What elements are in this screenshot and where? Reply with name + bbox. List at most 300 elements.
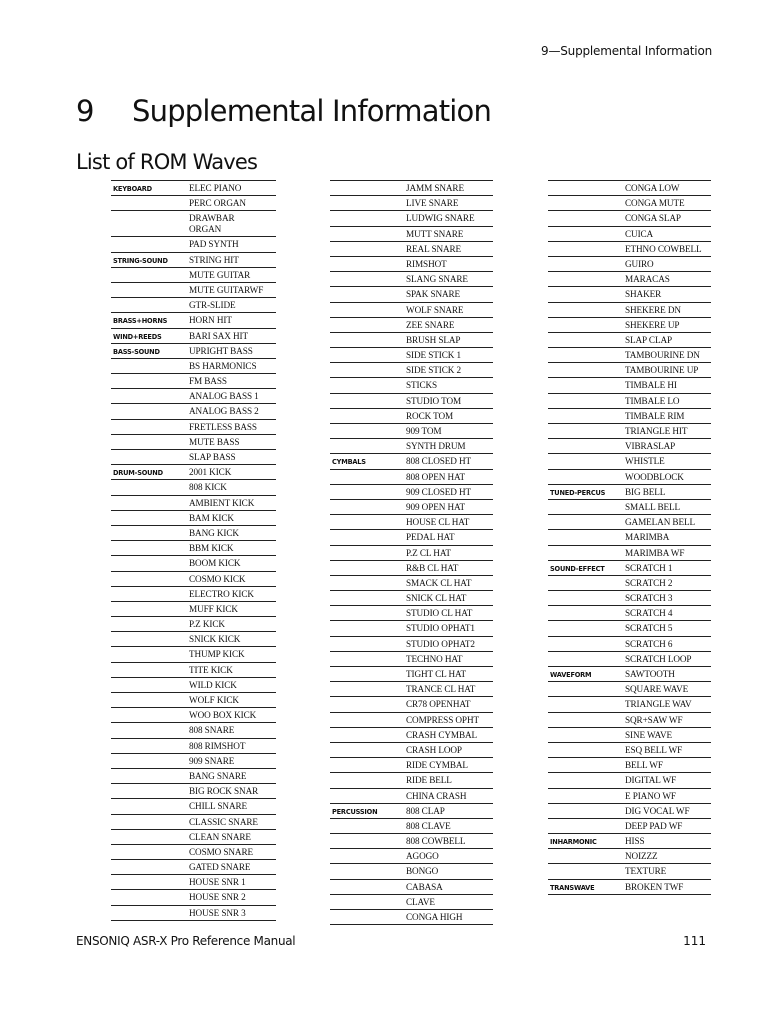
table-row (111, 617, 276, 632)
wave-category (330, 332, 404, 347)
wave-category (111, 768, 187, 783)
wave-category (548, 621, 623, 636)
wave-category (111, 480, 187, 495)
wave-name: FRETLESS BASS (187, 419, 276, 434)
wave-name: E PIANO WF (623, 788, 711, 803)
wave-category (330, 834, 404, 849)
wave-category (548, 591, 623, 606)
wave-category (548, 393, 623, 408)
wave-category (548, 606, 623, 621)
wave-name: WILD KICK (187, 677, 276, 692)
rom-wave-column-1 (111, 180, 276, 921)
footer-manual-title: ENSONIQ ASR-X Pro Reference Manual (76, 934, 296, 948)
wave-name: JAMM SNARE (404, 181, 493, 196)
wave-category (548, 803, 623, 818)
wave-name: COSMO SNARE (187, 844, 276, 859)
wave-name: SQUARE WAVE (623, 682, 711, 697)
table-row (548, 530, 711, 545)
wave-name: SCRATCH LOOP (623, 651, 711, 666)
wave-name: DIG VOCAL WF (623, 803, 711, 818)
wave-name: WHISTLE (623, 454, 711, 469)
wave-name: COSMO KICK (187, 571, 276, 586)
wave-name: CHINA CRASH (404, 788, 493, 803)
table-row (330, 393, 493, 408)
table-row (330, 211, 493, 226)
wave-name: CHILL SNARE (187, 799, 276, 814)
wave-category (111, 541, 187, 556)
table-row (330, 454, 493, 469)
wave-category (111, 419, 187, 434)
table-row (548, 803, 711, 818)
wave-category (548, 241, 623, 256)
wave-name: WOLF KICK (187, 693, 276, 708)
table-row (548, 196, 711, 211)
table-row (111, 738, 276, 753)
wave-category (330, 910, 404, 925)
wave-category (111, 267, 187, 282)
table-row (330, 424, 493, 439)
wave-name: TRIANGLE HIT (623, 424, 711, 439)
wave-name: HOUSE SNR 3 (187, 905, 276, 920)
table-row (330, 682, 493, 697)
table-row (330, 439, 493, 454)
wave-category (548, 272, 623, 287)
table-row (111, 374, 276, 389)
table-row (330, 910, 493, 925)
wave-category (111, 723, 187, 738)
table-row (111, 723, 276, 738)
table-row (548, 606, 711, 621)
table-row (548, 758, 711, 773)
wave-category (548, 636, 623, 651)
wave-category (548, 712, 623, 727)
wave-category (548, 211, 623, 226)
wave-category (330, 788, 404, 803)
table-row (548, 621, 711, 636)
table-row (548, 560, 711, 575)
wave-name: 909 TOM (404, 424, 493, 439)
table-row (330, 621, 493, 636)
table-row (548, 636, 711, 651)
wave-category (111, 814, 187, 829)
wave-name: HOUSE SNR 1 (187, 875, 276, 890)
wave-category (330, 484, 404, 499)
wave-category (111, 237, 187, 252)
table-row (111, 404, 276, 419)
table-row (111, 875, 276, 890)
wave-name: BARI SAX HIT (187, 328, 276, 343)
table-row (111, 510, 276, 525)
wave-name: CONGA LOW (623, 181, 711, 196)
table-row (111, 237, 276, 252)
wave-name: SCRATCH 6 (623, 636, 711, 651)
table-row (111, 181, 276, 196)
wave-name: SMALL BELL (623, 499, 711, 514)
table-row (548, 515, 711, 530)
wave-name: P.Z CL HAT (404, 545, 493, 560)
table-row (330, 788, 493, 803)
wave-name: TEXTURE (623, 864, 711, 879)
table-row (548, 287, 711, 302)
wave-name: BOOM KICK (187, 556, 276, 571)
wave-category (111, 844, 187, 859)
chapter-title: Supplemental Information (132, 94, 492, 128)
wave-category (330, 773, 404, 788)
wave-name: CABASA (404, 879, 493, 894)
table-row (111, 196, 276, 211)
wave-category (111, 693, 187, 708)
table-row (548, 788, 711, 803)
wave-name: ELECTRO KICK (187, 586, 276, 601)
wave-category (330, 515, 404, 530)
table-row (330, 332, 493, 347)
wave-name: 2001 KICK (187, 465, 276, 480)
wave-category (548, 348, 623, 363)
wave-name: MUTE BASS (187, 434, 276, 449)
wave-name: MUTT SNARE (404, 226, 493, 241)
wave-name: SCRATCH 5 (623, 621, 711, 636)
wave-name: MARIMBA (623, 530, 711, 545)
wave-name: CUICA (623, 226, 711, 241)
wave-name: ZEE SNARE (404, 317, 493, 332)
wave-name: 808 KICK (187, 480, 276, 495)
table-row (330, 849, 493, 864)
table-row (330, 818, 493, 833)
table-row (111, 211, 276, 237)
wave-category (548, 864, 623, 879)
wave-name: ETHNO COWBELL (623, 241, 711, 256)
wave-name: SHEKERE UP (623, 317, 711, 332)
table-row (111, 252, 276, 267)
wave-category (111, 708, 187, 723)
wave-category (548, 256, 623, 271)
wave-category (330, 606, 404, 621)
wave-category (330, 894, 404, 909)
table-row (111, 784, 276, 799)
table-row (548, 712, 711, 727)
wave-category (111, 196, 187, 211)
table-row (548, 241, 711, 256)
wave-name: TAMBOURINE DN (623, 348, 711, 363)
table-row (548, 591, 711, 606)
wave-name: SCRATCH 4 (623, 606, 711, 621)
table-row (330, 515, 493, 530)
table-row (548, 773, 711, 788)
table-row (548, 348, 711, 363)
wave-name: 808 CLOSED HT (404, 454, 493, 469)
wave-name: ANALOG BASS 2 (187, 404, 276, 419)
wave-name: STUDIO OPHAT2 (404, 636, 493, 651)
wave-category: BRASS+HORNS (111, 313, 187, 328)
table-row (330, 575, 493, 590)
section-title: List of ROM Waves (76, 150, 258, 174)
wave-name: DRAWBAR ORGAN (187, 211, 276, 237)
table-row (111, 799, 276, 814)
wave-name: SINE WAVE (623, 727, 711, 742)
wave-name: GTR-SLIDE (187, 298, 276, 313)
wave-category (548, 317, 623, 332)
wave-name: TAMBOURINE UP (623, 363, 711, 378)
table-row (548, 454, 711, 469)
wave-category (330, 287, 404, 302)
table-row (330, 712, 493, 727)
wave-category (548, 575, 623, 590)
table-row (111, 829, 276, 844)
table-row (330, 378, 493, 393)
table-row (330, 181, 493, 196)
wave-category (111, 799, 187, 814)
wave-category (330, 196, 404, 211)
table-row (111, 282, 276, 297)
table-row (330, 226, 493, 241)
wave-name: RIDE BELL (404, 773, 493, 788)
wave-category (111, 404, 187, 419)
table-row (548, 226, 711, 241)
wave-name: MARACAS (623, 272, 711, 287)
wave-name: MUFF KICK (187, 601, 276, 616)
table-row (330, 302, 493, 317)
wave-category (548, 378, 623, 393)
wave-name: SPAK SNARE (404, 287, 493, 302)
wave-category (548, 773, 623, 788)
wave-category (548, 181, 623, 196)
wave-name: TRANCE CL HAT (404, 682, 493, 697)
wave-category (330, 651, 404, 666)
chapter-number: 9 (76, 94, 94, 128)
wave-name: MARIMBA WF (623, 545, 711, 560)
wave-category (330, 758, 404, 773)
wave-name: STUDIO OPHAT1 (404, 621, 493, 636)
wave-name: LIVE SNARE (404, 196, 493, 211)
wave-category (111, 510, 187, 525)
table-row (548, 864, 711, 879)
wave-name: HOUSE SNR 2 (187, 890, 276, 905)
wave-category (330, 682, 404, 697)
table-row (330, 196, 493, 211)
table-row (330, 591, 493, 606)
wave-category: SOUND-EFFECT (548, 560, 623, 575)
table-row (330, 348, 493, 363)
wave-category (111, 829, 187, 844)
table-row (111, 450, 276, 465)
wave-category (548, 682, 623, 697)
wave-name: PERC ORGAN (187, 196, 276, 211)
table-row (330, 727, 493, 742)
wave-name: 909 SNARE (187, 753, 276, 768)
table-row (330, 864, 493, 879)
table-row (111, 419, 276, 434)
wave-name: CLEAN SNARE (187, 829, 276, 844)
wave-name: BRUSH SLAP (404, 332, 493, 347)
wave-category: PERCUSSION (330, 803, 404, 818)
table-row (111, 313, 276, 328)
wave-name: WOODBLOCK (623, 469, 711, 484)
wave-category (111, 586, 187, 601)
wave-category (548, 302, 623, 317)
wave-name: BBM KICK (187, 541, 276, 556)
wave-category (548, 545, 623, 560)
table-row (548, 332, 711, 347)
wave-category (330, 727, 404, 742)
wave-name: CONGA MUTE (623, 196, 711, 211)
wave-name: 808 CLAVE (404, 818, 493, 833)
wave-category (330, 363, 404, 378)
wave-category (330, 818, 404, 833)
table-row (111, 905, 276, 920)
wave-name: ESQ BELL WF (623, 742, 711, 757)
wave-name: TIMBALE LO (623, 393, 711, 408)
wave-name: COMPRESS OPHT (404, 712, 493, 727)
table-row (548, 181, 711, 196)
wave-category (548, 196, 623, 211)
wave-name: SLAP BASS (187, 450, 276, 465)
table-row (548, 818, 711, 833)
wave-category (330, 211, 404, 226)
table-row (548, 424, 711, 439)
wave-category (330, 621, 404, 636)
table-row (548, 256, 711, 271)
wave-name: BAM KICK (187, 510, 276, 525)
table-row (548, 575, 711, 590)
wave-name: STUDIO TOM (404, 393, 493, 408)
wave-name: MUTE GUITAR (187, 267, 276, 282)
table-row (548, 302, 711, 317)
wave-category: TUNED-PERCUS (548, 484, 623, 499)
table-row (330, 484, 493, 499)
wave-name: TIMBALE HI (623, 378, 711, 393)
table-row (111, 495, 276, 510)
wave-name: THUMP KICK (187, 647, 276, 662)
wave-name: CLAVE (404, 894, 493, 909)
wave-category (330, 439, 404, 454)
wave-category (330, 408, 404, 423)
table-row (548, 439, 711, 454)
wave-name: STICKS (404, 378, 493, 393)
wave-name: BS HARMONICS (187, 358, 276, 373)
wave-name: SNICK CL HAT (404, 591, 493, 606)
wave-name: DIGITAL WF (623, 773, 711, 788)
wave-category (111, 358, 187, 373)
table-row (548, 393, 711, 408)
wave-category: TRANSWAVE (548, 879, 623, 894)
table-row (548, 651, 711, 666)
wave-category (330, 742, 404, 757)
wave-name: DEEP PAD WF (623, 818, 711, 833)
running-head: 9—Supplemental Information (541, 44, 712, 58)
table-row (330, 803, 493, 818)
wave-category (111, 647, 187, 662)
wave-category (111, 211, 187, 237)
wave-name: LUDWIG SNARE (404, 211, 493, 226)
wave-category: STRING-SOUND (111, 252, 187, 267)
wave-category (111, 617, 187, 632)
rom-wave-column-2 (330, 180, 493, 925)
wave-name: ROCK TOM (404, 408, 493, 423)
wave-name: R&B CL HAT (404, 560, 493, 575)
wave-category (111, 860, 187, 875)
wave-category (330, 864, 404, 879)
table-row (111, 860, 276, 875)
wave-name: SCRATCH 3 (623, 591, 711, 606)
wave-name: P.Z KICK (187, 617, 276, 632)
wave-name: SHAKER (623, 287, 711, 302)
table-row (330, 530, 493, 545)
table-row (330, 894, 493, 909)
wave-category (548, 454, 623, 469)
wave-category (548, 849, 623, 864)
table-row (548, 727, 711, 742)
wave-category (330, 879, 404, 894)
wave-category (548, 530, 623, 545)
footer-page-number: 111 (683, 934, 706, 948)
table-row (111, 693, 276, 708)
table-row (330, 667, 493, 682)
wave-name: SIDE STICK 2 (404, 363, 493, 378)
table-row (548, 499, 711, 514)
table-row (330, 287, 493, 302)
wave-name: RIDE CYMBAL (404, 758, 493, 773)
table-row (111, 601, 276, 616)
wave-name: CRASH LOOP (404, 742, 493, 757)
table-row (111, 647, 276, 662)
table-row (111, 890, 276, 905)
wave-category (548, 788, 623, 803)
table-row (548, 469, 711, 484)
table-row (330, 651, 493, 666)
wave-category (330, 636, 404, 651)
wave-category (330, 424, 404, 439)
wave-category (548, 424, 623, 439)
wave-name: ELEC PIANO (187, 181, 276, 196)
table-row (111, 465, 276, 480)
wave-category (548, 742, 623, 757)
wave-name: BANG SNARE (187, 768, 276, 783)
wave-name: 808 OPEN HAT (404, 469, 493, 484)
table-row (330, 241, 493, 256)
wave-category (330, 849, 404, 864)
wave-name: 808 CLAP (404, 803, 493, 818)
wave-category (548, 727, 623, 742)
wave-name: VIBRASLAP (623, 439, 711, 454)
wave-category (548, 818, 623, 833)
wave-category (330, 256, 404, 271)
wave-category (330, 302, 404, 317)
table-row (111, 541, 276, 556)
wave-name: STUDIO CL HAT (404, 606, 493, 621)
table-row (548, 363, 711, 378)
wave-name: RIMSHOT (404, 256, 493, 271)
wave-name: STRING HIT (187, 252, 276, 267)
wave-category (548, 515, 623, 530)
table-row (330, 834, 493, 849)
wave-name: HORN HIT (187, 313, 276, 328)
wave-name: SLAP CLAP (623, 332, 711, 347)
wave-category (548, 363, 623, 378)
wave-name: BROKEN TWF (623, 879, 711, 894)
wave-category (111, 753, 187, 768)
wave-category (111, 875, 187, 890)
wave-name: CRASH CYMBAL (404, 727, 493, 742)
table-row (548, 211, 711, 226)
wave-category (548, 287, 623, 302)
wave-category (111, 632, 187, 647)
table-row (548, 545, 711, 560)
wave-category (330, 226, 404, 241)
wave-category (111, 905, 187, 920)
wave-category: INHARMONIC (548, 834, 623, 849)
wave-name: SCRATCH 2 (623, 575, 711, 590)
table-row (330, 773, 493, 788)
